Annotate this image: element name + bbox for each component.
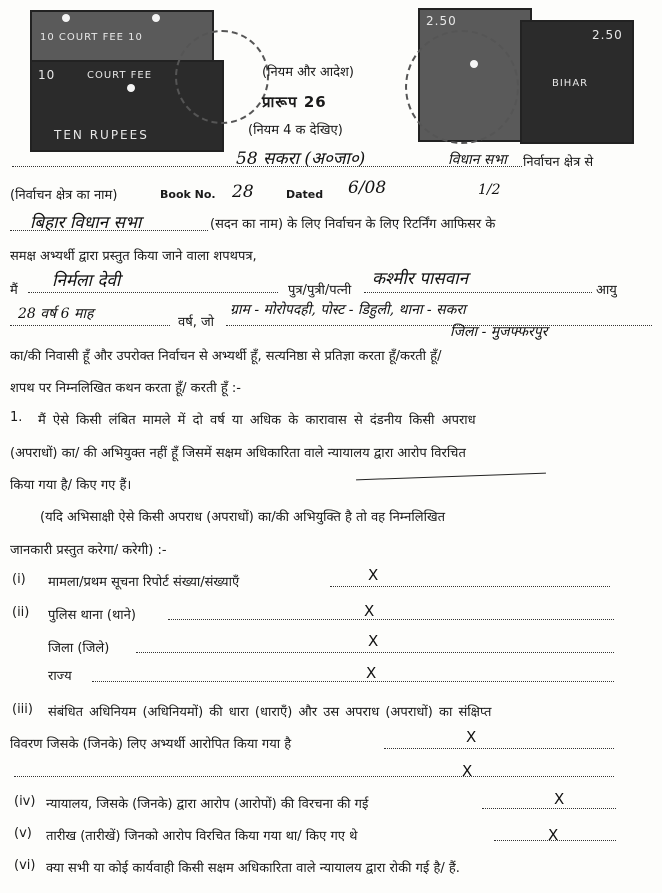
row-iii-line1: संबंधित अधिनियम (अधिनियमों) की धारा (धाराएँ) और उस अपराध (अपराधों) का संक्षिप्त bbox=[48, 705, 492, 720]
row-ii-label: पुलिस थाना (थाने) bbox=[48, 608, 136, 623]
age-label: आयु bbox=[596, 283, 617, 298]
stamp-main-line2: TEN RUPEES bbox=[54, 128, 149, 142]
stamp-seal-right bbox=[405, 30, 519, 144]
me-label: मैं bbox=[10, 283, 18, 298]
fraction-mark: 1/2 bbox=[478, 182, 501, 198]
row-state-mark: X bbox=[366, 664, 377, 682]
rule-reference: (नियम 4 क देखिए) bbox=[248, 123, 343, 138]
row-i-label: मामला/प्रथम सूचना रिपोर्ट संख्या/संख्याएँ bbox=[48, 575, 240, 590]
year-word: वर्ष, जो bbox=[178, 315, 215, 330]
row-iii-dotline1 bbox=[384, 748, 614, 749]
row-vi-num: (vi) bbox=[14, 858, 36, 873]
house-text-line2: समक्ष अभ्यर्थी द्वारा प्रस्तुत किया जाने वाला शपथपत्र, bbox=[10, 249, 257, 264]
row-i-num: (i) bbox=[12, 572, 26, 587]
row-district-label: जिला (जिले) bbox=[48, 641, 110, 656]
form-title: प्रारूप 26 bbox=[262, 93, 327, 111]
spouse-name: कश्मीर पासवान bbox=[372, 269, 469, 289]
row-vi-label: क्या सभी या कोई कार्यवाही किसी सक्षम अधिकारिता वाले न्यायालय द्वारा रोकी गई है/ हैं. bbox=[46, 861, 460, 876]
address-dotline bbox=[226, 325, 652, 326]
item1-line2: (अपराधों) का/ की अभियुक्त नहीं हूँ जिसमें सक्षम अधिकारिता वाले न्यायालय द्वारा आरोप विरचित bbox=[10, 446, 466, 461]
stamp-main-value: 10 bbox=[38, 68, 56, 82]
house-dotline bbox=[10, 230, 208, 231]
constituency-name-label: (निर्वाचन क्षेत्र का नाम) bbox=[10, 188, 118, 203]
item1-line1: मैं ऐसे किसी लंबित मामले में दो वर्ष या अधिक के कारावास से दंडनीय किसी अपराध bbox=[38, 413, 476, 428]
row-ii-dotline bbox=[168, 619, 614, 620]
relation-label: पुत्र/पुत्री/पत्नी bbox=[288, 283, 352, 298]
row-district-dotline bbox=[136, 652, 614, 653]
declarant-name: निर्मला देवी bbox=[52, 271, 121, 291]
constituency-suffix: निर्वाचन क्षेत्र से bbox=[523, 155, 594, 170]
age-dotline bbox=[10, 325, 170, 326]
stamp-right-b-line2: 2.50 bbox=[592, 28, 623, 42]
address-handwritten: ग्राम - मोरोपदही, पोस्ट - डिहुली, थाना - सकरा bbox=[230, 302, 466, 318]
stamp-top-text: 10 COURT FEE 10 bbox=[40, 32, 143, 43]
row-iv-mark: X bbox=[554, 790, 565, 808]
row-ii-mark: X bbox=[364, 602, 375, 620]
item1-number: 1. bbox=[10, 410, 23, 425]
row-iv-num: (iv) bbox=[14, 794, 36, 809]
stamp-seal-left bbox=[175, 30, 269, 124]
age-value: 28 वर्ष 6 माह bbox=[18, 306, 94, 322]
item1-line4: (यदि अभिसाक्षी ऐसे किसी अपराध (अपराधों) का/की अभियुक्ति है तो वह निम्नलिखित bbox=[40, 510, 445, 525]
rules-title: (नियम और आदेश) bbox=[262, 65, 354, 80]
stamp-main-line1: COURT FEE bbox=[87, 70, 153, 81]
row-state-label: राज्य bbox=[48, 669, 72, 684]
stamp-right-a-text: 2.50 bbox=[426, 14, 457, 28]
constituency-type-handwritten: विधान सभा bbox=[448, 152, 507, 168]
row-iv-dotline bbox=[482, 808, 616, 809]
dated-label: Dated bbox=[286, 188, 324, 201]
constituency-handwritten: 58 सकरा (अ०जा०) bbox=[236, 149, 366, 169]
row-district-mark: X bbox=[368, 632, 379, 650]
row-state-dotline bbox=[92, 681, 614, 682]
strike-line bbox=[356, 473, 546, 481]
stamp-right-b bbox=[520, 20, 634, 144]
row-iii-mark2: X bbox=[462, 762, 473, 780]
dated-value: 6/08 bbox=[348, 178, 387, 198]
book-no-label: Book No. bbox=[160, 188, 216, 201]
row-v-mark: X bbox=[548, 826, 559, 844]
item1-line3: किया गया है/ किए गए हैं। bbox=[10, 478, 132, 493]
district-handwritten: जिला - मुजफ्फरपुर bbox=[450, 324, 548, 340]
row-iii-mark1: X bbox=[466, 728, 477, 746]
item1-line5: जानकारी प्रस्तुत करेगा/ करेगी) :- bbox=[10, 543, 167, 558]
row-iii-num: (iii) bbox=[12, 702, 33, 717]
paragraph-line1: का/की निवासी हूँ और उपरोक्त निर्वाचन से अभ्यर्थी हूँ, सत्यनिष्ठा से प्रतिज्ञा करता हूँ/करती हूँ/ bbox=[10, 349, 442, 364]
stamp-right-b-line1: BIHAR bbox=[552, 78, 589, 89]
name-dotline bbox=[28, 292, 278, 293]
row-v-num: (v) bbox=[14, 826, 32, 841]
house-text: (सदन का नाम) के लिए निर्वाचन के लिए रिटर्निंग आफिसर के bbox=[210, 217, 496, 232]
book-no-value: 28 bbox=[232, 182, 254, 202]
paragraph-line2: शपथ पर निम्नलिखित कथन करता हूँ/ करती हूँ :- bbox=[10, 381, 241, 396]
row-iv-label: न्यायालय, जिसके (जिनके) द्वारा आरोप (आरोपों) की विरचना की गई bbox=[46, 797, 369, 812]
house-handwritten: बिहार विधान सभा bbox=[30, 213, 142, 233]
row-ii-num: (ii) bbox=[12, 605, 30, 620]
row-iii-dotline2 bbox=[14, 776, 614, 777]
row-iii-line2: विवरण जिसके (जिनके) लिए अभ्यर्थी आरोपित किया गया है bbox=[10, 737, 292, 752]
row-v-label: तारीख (तारीखें) जिनको आरोप विरचित किया गया था/ किए गए थे bbox=[46, 829, 358, 844]
spouse-dotline bbox=[364, 292, 592, 293]
row-i-dotline bbox=[330, 586, 610, 587]
row-i-mark: X bbox=[368, 566, 379, 584]
